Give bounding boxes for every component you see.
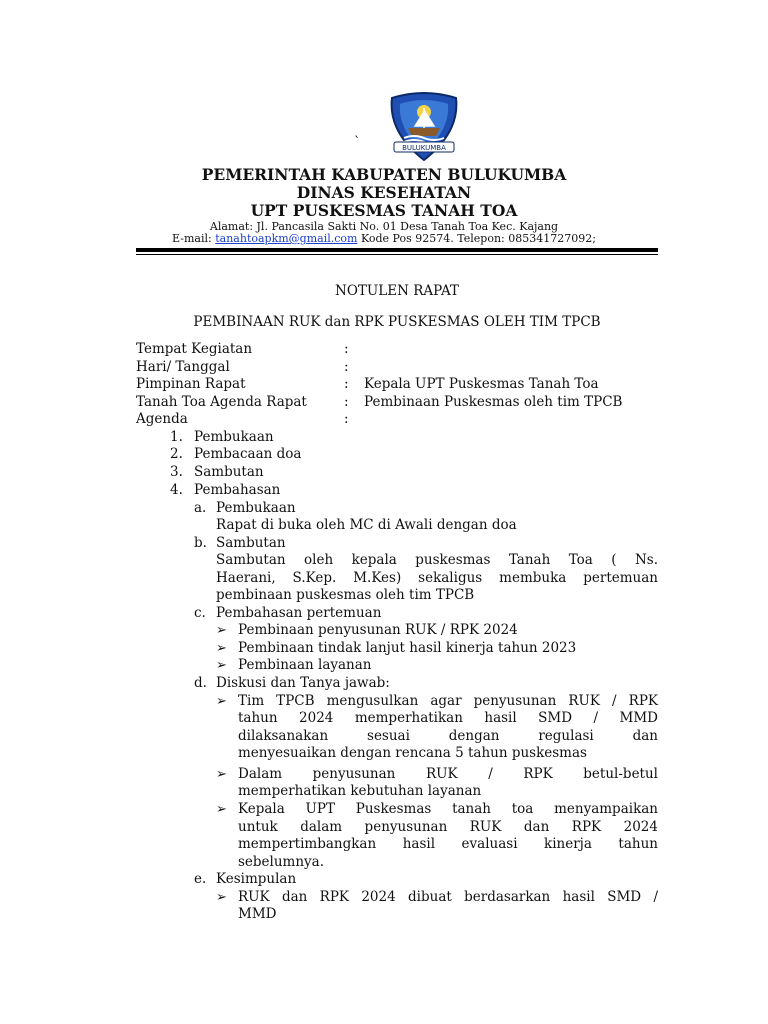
arrow-bullet-icon: ➢ bbox=[216, 623, 227, 638]
field-label: Hari/ Tanggal bbox=[136, 359, 230, 375]
agenda-item: Pembukaan bbox=[194, 429, 274, 445]
bulukumba-emblem-logo bbox=[386, 92, 462, 162]
field-colon: : bbox=[344, 359, 349, 375]
bullet-line: tahun 2024 memperhatikan hasil SMD / MMD bbox=[238, 710, 658, 726]
section-letter: e. bbox=[194, 871, 207, 887]
field-label: Pimpinan Rapat bbox=[136, 376, 246, 392]
field-colon: : bbox=[344, 411, 349, 427]
field-value: Kepala UPT Puskesmas Tanah Toa bbox=[364, 376, 599, 392]
field-label: Agenda bbox=[136, 411, 188, 427]
section-body: Rapat di buka oleh MC di Awali dengan doa bbox=[216, 517, 517, 533]
bullet-line: memperhatikan kebutuhan layanan bbox=[238, 783, 482, 799]
header-government: PEMERINTAH KABUPATEN BULUKUMBA bbox=[201, 165, 567, 184]
section-body-line: pembinaan puskesmas oleh tim TPCB bbox=[216, 587, 475, 603]
header-contact bbox=[150, 232, 618, 245]
email-prefix: E-mail: bbox=[172, 232, 216, 245]
bullet-line: Dalam penyusunan RUK / RPK betul-betul bbox=[238, 766, 658, 782]
section-body-line: Sambutan oleh kepala puskesmas Tanah Toa ( Ns. bbox=[216, 552, 658, 568]
section-title: Pembukaan bbox=[216, 500, 296, 516]
agenda-number: 1. bbox=[170, 429, 183, 445]
header-department: DINAS KESEHATAN bbox=[296, 183, 472, 202]
section-title: Diskusi dan Tanya jawab: bbox=[216, 675, 390, 691]
agenda-item: Pembacaan doa bbox=[194, 446, 302, 462]
bullet-line: sebelumnya. bbox=[238, 854, 325, 870]
logo-caption: BULUKUMBA bbox=[402, 144, 446, 152]
bullet-line: MMD bbox=[238, 906, 277, 922]
field-value: Pembinaan Puskesmas oleh tim TPCB bbox=[364, 394, 623, 410]
bullet-line: untuk dalam penyusunan RUK dan RPK 2024 bbox=[238, 819, 658, 835]
bullet-line: mempertimbangkan hasil evaluasi kinerja tahun bbox=[238, 836, 658, 852]
bullet-line: RUK dan RPK 2024 dibuat berdasarkan hasil SMD / bbox=[238, 889, 658, 905]
bullet-line: menyesuaikan dengan rencana 5 tahun puskesmas bbox=[238, 745, 587, 761]
arrow-bullet-icon: ➢ bbox=[216, 641, 227, 656]
arrow-bullet-icon: ➢ bbox=[216, 694, 227, 709]
section-letter: a. bbox=[194, 500, 207, 516]
field-colon: : bbox=[344, 376, 349, 392]
agenda-number: 4. bbox=[170, 482, 183, 498]
section-title: Kesimpulan bbox=[216, 871, 297, 887]
header-institution: UPT PUSKESMAS TANAH TOA bbox=[250, 201, 518, 220]
field-colon: : bbox=[344, 341, 349, 357]
stray-tick-mark: ` bbox=[354, 135, 361, 150]
agenda-number: 2. bbox=[170, 446, 183, 462]
section-letter: c. bbox=[194, 605, 206, 621]
bullet-line: Tim TPCB mengusulkan agar penyusunan RUK / RPK bbox=[238, 693, 658, 709]
section-letter: d. bbox=[194, 675, 207, 691]
arrow-bullet-icon: ➢ bbox=[216, 767, 227, 782]
agenda-number: 3. bbox=[170, 464, 183, 480]
document-title: NOTULEN RAPAT bbox=[335, 283, 459, 299]
section-title: Sambutan bbox=[216, 535, 286, 551]
agenda-item: Sambutan bbox=[194, 464, 264, 480]
header-address: Alamat: Jl. Pancasila Sakti No. 01 Desa Tanah Toa Kec. Kajang bbox=[209, 220, 559, 233]
field-label: Tempat Kegiatan bbox=[136, 341, 253, 357]
bullet-item: Pembinaan tindak lanjut hasil kinerja tahun 2023 bbox=[238, 640, 577, 656]
agenda-item: Pembahasan bbox=[194, 482, 281, 498]
section-letter: b. bbox=[194, 535, 207, 551]
bullet-item: Pembinaan layanan bbox=[238, 657, 372, 673]
arrow-bullet-icon: ➢ bbox=[216, 802, 227, 817]
arrow-bullet-icon: ➢ bbox=[216, 890, 227, 905]
field-colon: : bbox=[344, 394, 349, 410]
email-link[interactable]: tanahtoapkm@gmail.com bbox=[215, 232, 358, 245]
bullet-line: Kepala UPT Puskesmas tanah toa menyampaikan bbox=[238, 801, 658, 817]
bullet-line: dilaksanakan sesuai dengan regulasi dan bbox=[238, 728, 658, 744]
section-title: Pembahasan pertemuan bbox=[216, 605, 382, 621]
section-body-line: Haerani, S.Kep. M.Kes) sekaligus membuka pertemuan bbox=[216, 570, 658, 586]
contact-suffix: Kode Pos 92574. Telepon: 085341727092; bbox=[357, 232, 596, 245]
document-subtitle: PEMBINAAN RUK dan RPK PUSKESMAS OLEH TIM TPCB bbox=[193, 314, 601, 330]
arrow-bullet-icon: ➢ bbox=[216, 658, 227, 673]
letterhead-divider-thin bbox=[136, 254, 658, 255]
letterhead-divider-thick bbox=[136, 248, 658, 252]
field-label: Tanah Toa Agenda Rapat bbox=[136, 394, 307, 410]
bullet-item: Pembinaan penyusunan RUK / RPK 2024 bbox=[238, 622, 518, 638]
